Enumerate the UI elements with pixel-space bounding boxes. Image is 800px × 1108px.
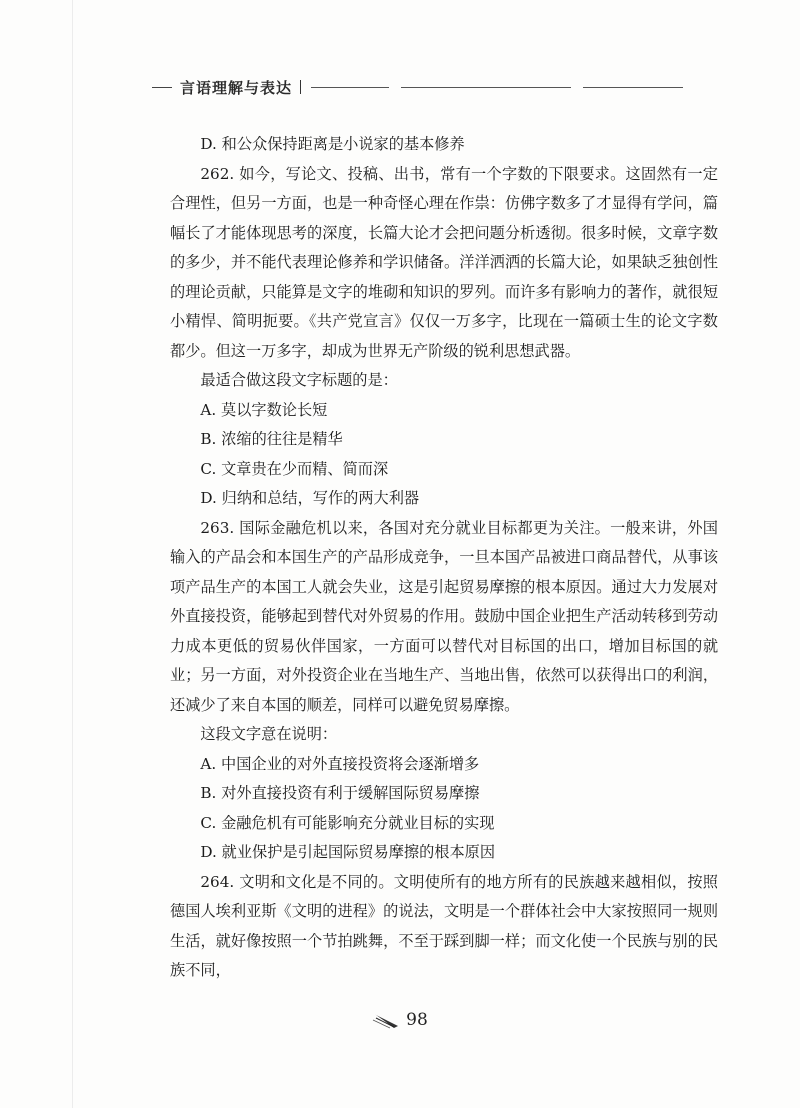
- question-263-passage: 263. 国际金融危机以来，各国对充分就业目标都更为关注。一般来讲，外国输入的产品会和本国生产的产品形成竞争，一旦本国产品被进口商品替代，从事该项产品生产的本国工人就会失业，这是引起贸易摩擦的根本原因。通过大力发展对外直接投资，能够起到替代对外贸易的作用。鼓励中国企业把生产活动转移到劳动力成本更低的贸易伙伴国家，一方面可以替代对目标国的出口，增加目标国的就业；另一方面，对外投资企业在当地生产、当地出售，依然可以获得出口的利润，还减少了来自本国的顺差，同样可以避免贸易摩擦。: [170, 518, 718, 714]
- prev-question-option-d: D. 和公众保持距离是小说家的基本修养: [200, 135, 465, 153]
- page-body: [170, 130, 718, 986]
- header-rule: [583, 87, 683, 88]
- scan-edge: [72, 0, 73, 1108]
- page-number: 98: [406, 1010, 428, 1030]
- question-262-prompt: 最适合做这段文字标题的是：: [200, 371, 398, 389]
- quill-pen-icon: [372, 1010, 402, 1030]
- question-262-option-d: D. 归纳和总结，写作的两大利器: [200, 489, 420, 507]
- header-rule: [401, 87, 571, 88]
- question-263-prompt: 这段文字意在说明：: [200, 725, 338, 743]
- header-divider: [300, 80, 301, 94]
- question-263-option-b: B. 对外直接投资有利于缓解国际贸易摩擦: [200, 784, 480, 802]
- question-263-option-a: A. 中国企业的对外直接投资将会逐渐增多: [200, 754, 480, 773]
- question-263-option-c: C. 金融危机有可能影响充分就业目标的实现: [200, 813, 495, 832]
- header-title: 言语理解与表达: [180, 78, 293, 97]
- running-header: [152, 76, 712, 98]
- question-264-passage: 264. 文明和文化是不同的。文明使所有的地方所有的民族越来越相似，按照德国人埃利亚斯《文明的进程》的说法，文明是一个群体社会中大家按照同一规则生活，就好像按照一个节拍跳舞，不至于踩到脚一样；而文化使一个民族与别的民族不同，: [170, 872, 718, 979]
- question-262-option-b: B. 浓缩的往往是精华: [200, 430, 343, 448]
- page-footer: [0, 1000, 800, 1040]
- header-dash: [152, 87, 172, 88]
- header-rule: [311, 87, 389, 88]
- question-262-option-a: A. 莫以字数论长短: [200, 400, 328, 419]
- question-263-option-d: D. 就业保护是引起国际贸易摩擦的根本原因: [200, 843, 496, 861]
- question-262-passage: 262. 如今，写论文、投稿、出书，常有一个字数的下限要求。这固然有一定合理性，但另一方面，也是一种奇怪心理在作祟：仿佛字数多了才显得有学问，篇幅长了才能体现思考的深度，长篇大论才会把问题分析透彻。很多时候，文章字数的多少，并不能代表理论修养和学识储备。洋洋洒洒的长篇大论，如果缺乏独创性的理论贡献，只能算是文字的堆砌和知识的罗列。而许多有影响力的著作，就很短小精悍、简明扼要。《共产党宣言》仅仅一万多字，比现在一篇硕士生的论文字数都少。但这一万多字，却成为世界无产阶级的锐利思想武器。: [170, 164, 718, 360]
- question-262-option-c: C. 文章贵在少而精、简而深: [200, 459, 389, 478]
